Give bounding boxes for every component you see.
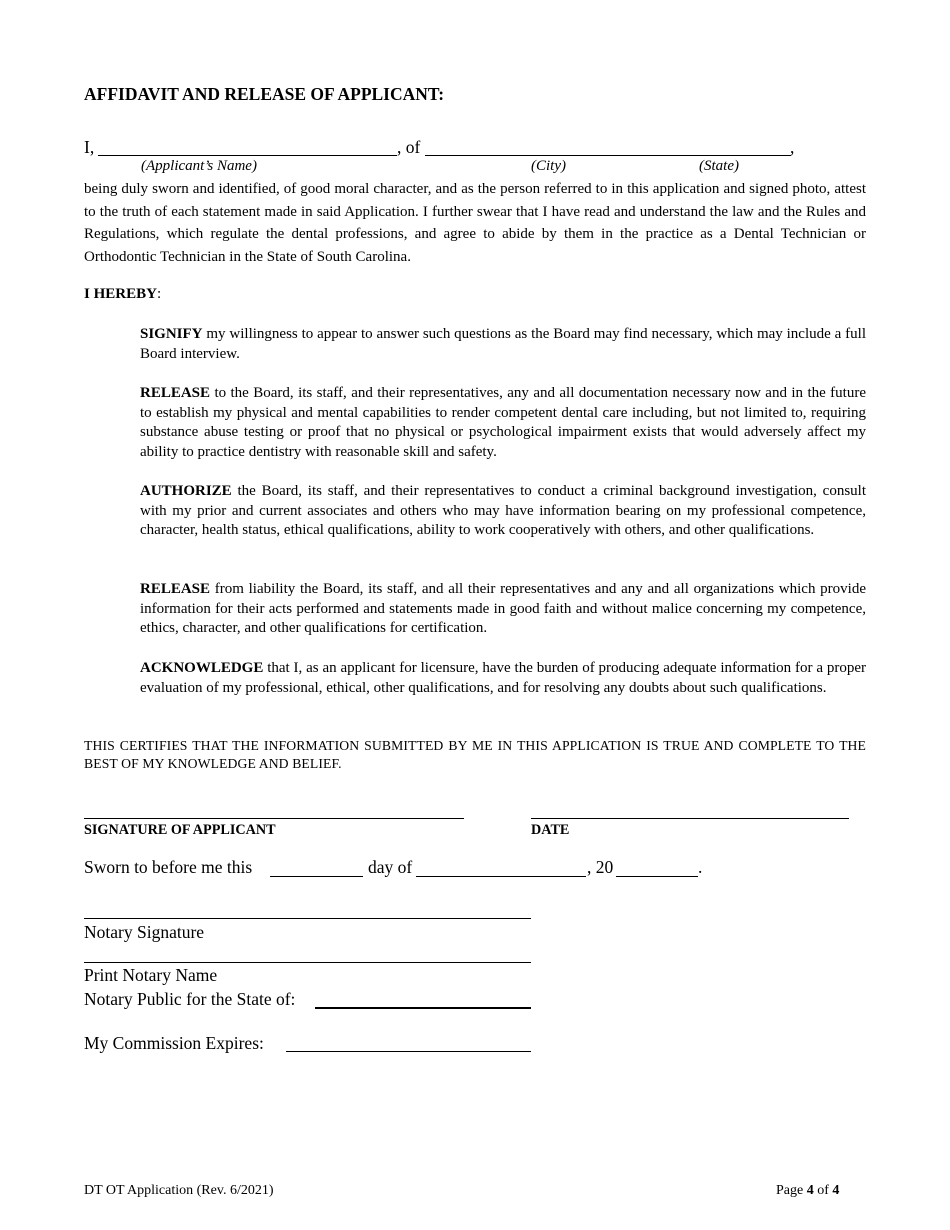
sworn-day-of-text: day of <box>368 857 413 877</box>
notary-print-name-label: Print Notary Name <box>84 965 218 985</box>
sworn-month-field[interactable] <box>416 876 586 877</box>
notary-state-field[interactable] <box>315 1007 531 1009</box>
clause-release-liability: RELEASE from liability the Board, its staff, and all their representatives and any and all organizations which provide information for their acts performed and statements made in good faith and without malice concerning my competence, ethics, character, and other qualifications for certification. <box>140 581 866 637</box>
city-state-field[interactable] <box>425 155 791 156</box>
footer-page-number: Page 4 of 4 <box>776 1183 840 1198</box>
applicant-name-caption: (Applicant’s Name) <box>141 158 257 174</box>
page-title: AFFIDAVIT AND RELEASE OF APPLICANT: <box>84 84 445 104</box>
sworn-end: . <box>698 857 703 877</box>
commission-expires-label: My Commission Expires: <box>84 1033 264 1053</box>
city-caption: (City) <box>531 158 566 174</box>
signature-of-applicant-label: SIGNATURE OF APPLICANT <box>84 822 276 838</box>
state-caption: (State) <box>699 158 739 174</box>
notary-signature-label: Notary Signature <box>84 922 205 942</box>
date-label: DATE <box>531 822 570 838</box>
notary-state-label: Notary Public for the State of: <box>84 989 296 1009</box>
certification-statement: THIS CERTIFIES THAT THE INFORMATION SUBMITTED BY ME IN THIS APPLICATION IS TRUE AND COMPLETE TO THE BEST OF MY KNOWLEDGE AND BELIEF. <box>84 738 866 771</box>
oath-body: being duly sworn and identified, of good moral character, and as the person referred to in this application and signed photo, attest to the truth of each statement made in said Application. I further swear that I have read and understand the law and the Rules and Regulations, which regulate the dental professions, and agree to abide by them in the practice as a Dental Technician or Orthodontic Technician in the State of South Carolina. <box>84 181 866 265</box>
applicant-name-field[interactable] <box>98 155 397 156</box>
sworn-year-prefix: , 20 <box>587 857 614 877</box>
notary-signature-field[interactable] <box>84 918 531 919</box>
applicant-signature-field[interactable] <box>84 818 464 819</box>
clause-release-documentation: RELEASE to the Board, its staff, and their representatives, any and all documentation necessary now and in the future to establish my physical and mental capabilities to render competent dental care including, but not limited to, requiring substance abuse testing or proof that no physical or psychological impairment exists that would adversely affect my ability to practice dentistry with reasonable skill and safety. <box>140 385 866 461</box>
sworn-year-field[interactable] <box>616 876 698 877</box>
oath-comma: , <box>790 137 795 157</box>
sworn-day-field[interactable] <box>270 876 363 877</box>
clause-authorize: AUTHORIZE the Board, its staff, and their representatives to conduct a criminal background investigation, consult with my prior and current associates and others who may have information bearing on my professional competence, character, health status, ethical qualifications, ability to work cooperatively with others, and other qualifications. <box>140 483 866 539</box>
oath-of: , of <box>397 137 421 157</box>
notary-name-field[interactable] <box>84 962 531 963</box>
clause-signify: SIGNIFY my willingness to appear to answer such questions as the Board may find necessary, which may include a full Board interview. <box>140 326 866 362</box>
hereby-heading: I HEREBY: <box>84 286 162 302</box>
commission-expires-field[interactable] <box>286 1051 531 1052</box>
date-field[interactable] <box>531 818 849 819</box>
clause-acknowledge: ACKNOWLEDGE that I, as an applicant for licensure, have the burden of producing adequate information for a proper evaluation of my professional, ethical, other qualifications, and for resolving any doubts about such qualifications. <box>140 660 866 696</box>
footer-form-id: DT OT Application (Rev. 6/2021) <box>84 1183 274 1198</box>
sworn-before-text: Sworn to before me this <box>84 857 253 877</box>
oath-prefix: I, <box>84 137 95 157</box>
